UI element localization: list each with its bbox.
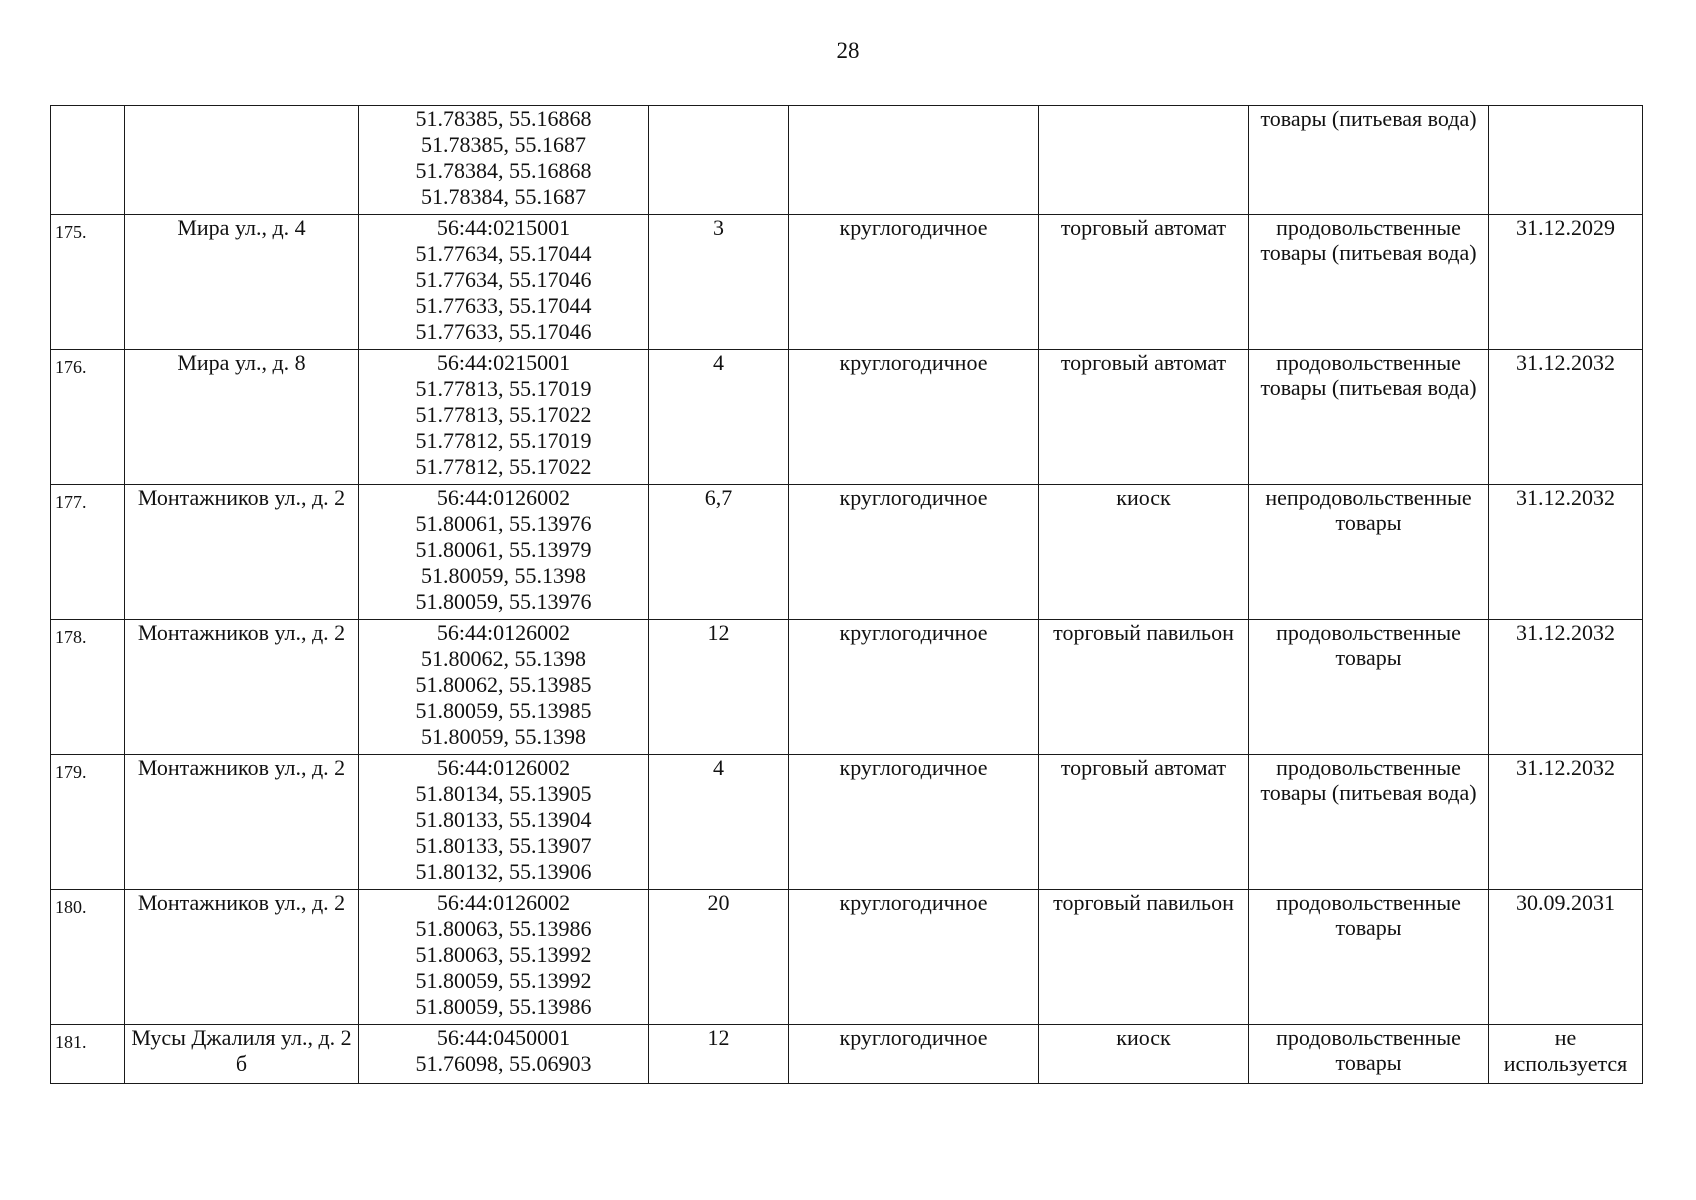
- row-number: 181.: [51, 1025, 125, 1084]
- area-cell: 4: [649, 755, 789, 890]
- date-cell: 31.12.2032: [1489, 755, 1643, 890]
- date-cell: 31.12.2032: [1489, 620, 1643, 755]
- area-cell: 20: [649, 890, 789, 1025]
- goods-cell: продовольственные товары (питьевая вода): [1249, 755, 1489, 890]
- placement-table: [50, 105, 1643, 1084]
- row-number: 180.: [51, 890, 125, 1025]
- address-cell: Монтажников ул., д. 2: [125, 620, 359, 755]
- coordinate-line: 51.77813, 55.17019: [415, 376, 592, 401]
- area-cell: 6,7: [649, 485, 789, 620]
- date-cell: 30.09.2031: [1489, 890, 1643, 1025]
- coordinate-line: 51.80059, 55.13985: [415, 698, 592, 723]
- object-type-cell: торговый павильон: [1039, 620, 1249, 755]
- coordinate-line: 51.80061, 55.13979: [415, 537, 592, 562]
- goods-cell: непродовольственные товары: [1249, 485, 1489, 620]
- coordinate-line: 51.80134, 55.13905: [415, 781, 592, 806]
- cadastral-number: 56:44:0126002: [436, 890, 571, 915]
- table-row: [51, 215, 1643, 350]
- table-row: [51, 755, 1643, 890]
- coordinates-cell: [359, 755, 649, 890]
- area-cell: 4: [649, 350, 789, 485]
- coordinate-line: 51.77812, 55.17019: [415, 428, 592, 453]
- season-cell: круглогодичное: [789, 215, 1039, 350]
- table-row: [51, 620, 1643, 755]
- area-cell: [649, 106, 789, 215]
- coordinate-line: 51.80059, 55.13992: [415, 968, 592, 993]
- row-number: 175.: [51, 215, 125, 350]
- coordinates-cell: [359, 1025, 649, 1084]
- area-cell: 12: [649, 620, 789, 755]
- coordinate-line: 51.76098, 55.06903: [415, 1051, 592, 1076]
- object-type-cell: киоск: [1039, 485, 1249, 620]
- address-cell: Монтажников ул., д. 2: [125, 755, 359, 890]
- row-number: 176.: [51, 350, 125, 485]
- cadastral-number: 56:44:0126002: [436, 485, 571, 510]
- coordinate-line: 51.80133, 55.13907: [415, 833, 592, 858]
- coordinate-line: 51.77633, 55.17044: [415, 293, 592, 318]
- goods-cell: продовольственные товары: [1249, 620, 1489, 755]
- goods-cell: продовольственные товары: [1249, 890, 1489, 1025]
- coordinate-line: 51.78384, 55.1687: [421, 184, 586, 209]
- coordinate-line: 51.80059, 55.13986: [415, 994, 592, 1019]
- cadastral-number: 56:44:0215001: [436, 215, 571, 240]
- season-cell: круглогодичное: [789, 620, 1039, 755]
- object-type-cell: киоск: [1039, 1025, 1249, 1084]
- coordinates-cell: [359, 890, 649, 1025]
- season-cell: круглогодичное: [789, 1025, 1039, 1084]
- season-cell: [789, 106, 1039, 215]
- season-cell: круглогодичное: [789, 350, 1039, 485]
- address-cell: Мусы Джалиля ул., д. 2 б: [125, 1025, 359, 1084]
- coordinate-line: 51.77812, 55.17022: [415, 454, 592, 479]
- object-type-cell: торговый автомат: [1039, 215, 1249, 350]
- cadastral-number: 56:44:0126002: [436, 755, 571, 780]
- coordinate-line: 51.78385, 55.1687: [421, 132, 586, 157]
- address-cell: Мира ул., д. 8: [125, 350, 359, 485]
- coordinates-cell: [359, 485, 649, 620]
- goods-cell: продовольственные товары (питьевая вода): [1249, 215, 1489, 350]
- address-cell: Мира ул., д. 4: [125, 215, 359, 350]
- coordinate-line: 51.77634, 55.17046: [415, 267, 592, 292]
- row-number: 177.: [51, 485, 125, 620]
- coordinate-line: 51.80059, 55.13976: [415, 589, 592, 614]
- season-cell: круглогодичное: [789, 485, 1039, 620]
- table-row: [51, 1025, 1643, 1084]
- coordinate-line: 51.80133, 55.13904: [415, 807, 592, 832]
- row-number: 179.: [51, 755, 125, 890]
- goods-cell: товары (питьевая вода): [1249, 106, 1489, 215]
- coordinate-line: 51.80132, 55.13906: [415, 859, 592, 884]
- coordinate-line: 51.80062, 55.1398: [421, 646, 586, 671]
- area-cell: 12: [649, 1025, 789, 1084]
- cadastral-number: 56:44:0126002: [436, 620, 571, 645]
- season-cell: круглогодичное: [789, 755, 1039, 890]
- table-row: [51, 890, 1643, 1025]
- date-cell: не используется: [1489, 1025, 1643, 1084]
- coordinates-cell: [359, 106, 649, 215]
- coordinate-line: 51.77633, 55.17046: [415, 319, 592, 344]
- coordinate-line: 51.80061, 55.13976: [415, 511, 592, 536]
- row-number: 178.: [51, 620, 125, 755]
- coordinate-line: 51.80062, 55.13985: [415, 672, 592, 697]
- cadastral-number: 56:44:0450001: [436, 1025, 571, 1050]
- coordinate-line: 51.77634, 55.17044: [415, 241, 592, 266]
- area-cell: 3: [649, 215, 789, 350]
- coordinate-line: 51.78385, 55.16868: [415, 106, 592, 131]
- date-cell: [1489, 106, 1643, 215]
- date-cell: 31.12.2032: [1489, 485, 1643, 620]
- object-type-cell: [1039, 106, 1249, 215]
- cadastral-number: 56:44:0215001: [436, 350, 571, 375]
- address-cell: Монтажников ул., д. 2: [125, 485, 359, 620]
- table-row: [51, 350, 1643, 485]
- season-cell: круглогодичное: [789, 890, 1039, 1025]
- coordinates-cell: [359, 215, 649, 350]
- coordinate-line: 51.80059, 55.1398: [421, 563, 586, 588]
- goods-cell: продовольственные товары (питьевая вода): [1249, 350, 1489, 485]
- object-type-cell: торговый автомат: [1039, 755, 1249, 890]
- row-number: [51, 106, 125, 215]
- coordinates-cell: [359, 350, 649, 485]
- address-cell: Монтажников ул., д. 2: [125, 890, 359, 1025]
- coordinate-line: 51.80059, 55.1398: [421, 724, 586, 749]
- coordinate-line: 51.80063, 55.13986: [415, 916, 592, 941]
- object-type-cell: торговый автомат: [1039, 350, 1249, 485]
- date-cell: 31.12.2029: [1489, 215, 1643, 350]
- address-cell: [125, 106, 359, 215]
- coordinate-line: 51.77813, 55.17022: [415, 402, 592, 427]
- object-type-cell: торговый павильон: [1039, 890, 1249, 1025]
- date-cell: 31.12.2032: [1489, 350, 1643, 485]
- table-row-continued: [51, 106, 1643, 215]
- goods-cell: продовольственные товары: [1249, 1025, 1489, 1084]
- page-number: 28: [836, 38, 860, 63]
- coordinate-line: 51.78384, 55.16868: [415, 158, 592, 183]
- coordinate-line: 51.80063, 55.13992: [415, 942, 592, 967]
- coordinates-cell: [359, 620, 649, 755]
- table-row: [51, 485, 1643, 620]
